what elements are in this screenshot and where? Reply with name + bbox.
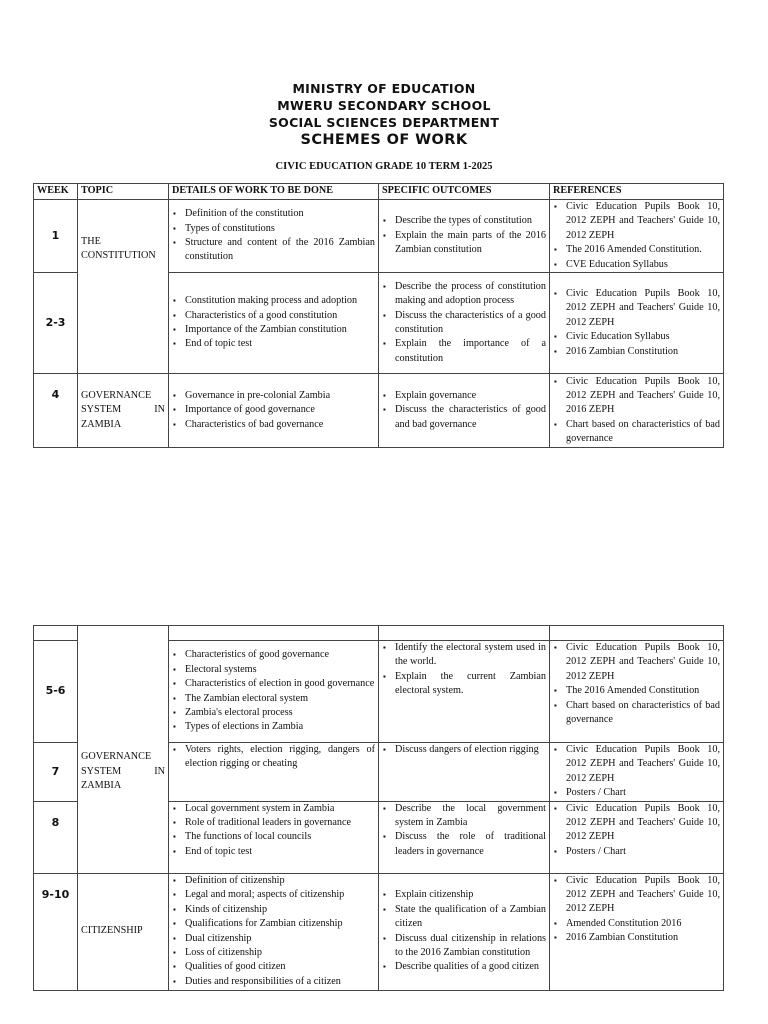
list-item: ▪ Explain the current Zambian electoral system. (382, 670, 546, 699)
list-item: ▪ Characteristics of bad governance (172, 418, 375, 432)
list-item: ▪ Discuss dual citizenship in relations to the 2016 Zambian constitution (382, 932, 546, 961)
list-item: ▪ Importance of good governance (172, 403, 375, 417)
list-item: ▪ Characteristics of a good constitution (172, 309, 375, 323)
col-header-outcomes: SPECIFIC OUTCOMES (379, 184, 550, 200)
list-item: ▪ Civic Education Pupils Book 10, 2012 ZEPH and Teachers' Guide 10, 2012 ZEPH (553, 641, 720, 684)
list-item: ▪ Explain governance (382, 389, 546, 403)
outcomes-cell (379, 801, 550, 873)
list-item: ▪ Role of traditional leaders in governance (172, 816, 375, 830)
list-item: ▪ Governance in pre-colonial Zambia (172, 389, 375, 403)
week-cell: 1 (34, 200, 78, 273)
references-cell (550, 641, 724, 743)
details-cell (169, 374, 379, 448)
list-item: ▪ Definition of citizenship (172, 874, 375, 888)
department-heading: SOCIAL SCIENCES DEPARTMENT (268, 115, 500, 130)
references-cell (550, 801, 724, 873)
topic-cell: GOVERNANCE SYSTEM IN ZAMBIA (78, 374, 169, 448)
ministry-heading: MINISTRY OF EDUCATION (292, 81, 476, 96)
list-item: ▪ Chart based on characteristics of bad governance (553, 418, 720, 447)
table-row (34, 273, 724, 374)
list-item: ▪ Legal and moral; aspects of citizenship (172, 888, 375, 902)
list-item: ▪ Characteristics of good governance (172, 648, 375, 662)
list-item: ▪ Describe the process of constitution making and adoption process (382, 280, 546, 309)
list-item: ▪ The Zambian electoral system (172, 692, 375, 706)
week-cell: 5-6 (34, 641, 78, 743)
outcomes-cell (379, 873, 550, 990)
col-header-details: DETAILS OF WORK TO BE DONE (169, 184, 379, 200)
list-item: ▪ Importance of the Zambian constitution (172, 323, 375, 337)
references-cell (550, 200, 724, 273)
list-item: ▪ Discuss the characteristics of a good constitution (382, 309, 546, 338)
list-item: ▪ Kinds of citizenship (172, 903, 375, 917)
week-cell: 4 (34, 374, 78, 448)
blank-row (34, 626, 724, 641)
topic-cell (78, 801, 169, 873)
list-item: ▪ Electoral systems (172, 663, 375, 677)
topic-cell: GOVERNANCE SYSTEM IN ZAMBIA (78, 743, 169, 802)
list-item: ▪ Civic Education Pupils Book 10, 2012 ZEPH and Teachers' Guide 10, 2012 ZEPH (553, 287, 720, 330)
references-cell (550, 873, 724, 990)
list-item: ▪ Civic Education Pupils Book 10, 2012 ZEPH and Teachers' Guide 10, 2012 ZEPH (553, 743, 720, 786)
list-item: ▪ Describe the local government system in Zambia (382, 802, 546, 831)
list-item: ▪ Discuss the characteristics of good and bad governance (382, 403, 546, 432)
list-item: ▪ Civic Education Pupils Book 10, 2012 ZEPH and Teachers' Guide 10, 2012 ZEPH (553, 200, 720, 243)
details-cell (169, 873, 379, 990)
table-row (34, 873, 724, 990)
list-item: ▪ Civic Education Pupils Book 10, 2012 ZEPH and Teachers' Guide 10, 2012 ZEPH (553, 802, 720, 845)
topic-cell (78, 273, 169, 374)
list-item: ▪ Explain citizenship (382, 888, 546, 902)
list-item: ▪ Constitution making process and adoption (172, 294, 375, 308)
list-item: ▪ Discuss the role of traditional leaders in governance (382, 830, 546, 859)
list-item: ▪ Qualities of good citizen (172, 960, 375, 974)
list-item: ▪ End of topic test (172, 337, 375, 351)
list-item: ▪ Explain the importance of a constitution (382, 337, 546, 366)
list-item: ▪ Civic Education Pupils Book 10, 2012 ZEPH and Teachers' Guide 10, 2016 ZEPH (553, 375, 720, 418)
list-item: ▪ Voters rights, election rigging, dangers of election rigging or cheating (172, 743, 375, 772)
list-item: ▪ Describe the types of constitution (382, 214, 546, 228)
list-item: ▪ 2016 Zambian Constitution (553, 931, 720, 945)
table-row (34, 641, 724, 743)
details-cell (169, 641, 379, 743)
list-item: ▪ State the qualification of a Zambian citizen (382, 903, 546, 932)
week-cell: 7 (34, 743, 78, 802)
outcomes-cell (379, 200, 550, 273)
table-row (34, 743, 724, 802)
list-item: ▪ Posters / Chart (553, 845, 720, 859)
list-item: ▪ Zambia's electoral process (172, 706, 375, 720)
col-header-topic: TOPIC (78, 184, 169, 200)
topic-cell: CITIZENSHIP (78, 873, 169, 990)
table-row (34, 801, 724, 873)
list-item: ▪ Civic Education Pupils Book 10, 2012 ZEPH and Teachers' Guide 10, 2012 ZEPH (553, 874, 720, 917)
school-heading: MWERU SECONDARY SCHOOL (277, 98, 491, 113)
references-cell (550, 374, 724, 448)
list-item: ▪ Loss of citizenship (172, 946, 375, 960)
details-cell (169, 801, 379, 873)
list-item: ▪ Types of elections in Zambia (172, 720, 375, 734)
list-item: ▪ Characteristics of election in good governance (172, 677, 375, 691)
list-item: ▪ Posters / Chart (553, 786, 720, 800)
outcomes-cell (379, 273, 550, 374)
week-cell: 9-10 (34, 873, 78, 990)
list-item: ▪ Types of constitutions (172, 222, 375, 236)
document-subtitle: CIVIC EDUCATION GRADE 10 TERM 1-2025 (275, 161, 493, 172)
list-item: ▪ Duties and responsibilities of a citizen (172, 975, 375, 989)
document-title: SCHEMES OF WORK (300, 132, 468, 148)
list-item: ▪ Dual citizenship (172, 932, 375, 946)
topic-cell: THE CONSTITUTION (78, 200, 169, 273)
list-item: ▪ Structure and content of the 2016 Zambian constitution (172, 236, 375, 265)
col-header-week: WEEK (34, 184, 78, 200)
list-item: ▪ Local government system in Zambia (172, 802, 375, 816)
list-item: ▪ Describe qualities of a good citizen (382, 960, 546, 974)
list-item: ▪ The 2016 Amended Constitution. (553, 243, 720, 257)
details-cell (169, 200, 379, 273)
list-item: ▪ 2016 Zambian Constitution (553, 345, 720, 359)
list-item: ▪ Explain the main parts of the 2016 Zambian constitution (382, 229, 546, 258)
table-row (34, 200, 724, 273)
details-cell (169, 273, 379, 374)
week-cell: 2-3 (34, 273, 78, 374)
list-item: ▪ The 2016 Amended Constitution (553, 684, 720, 698)
details-cell (169, 743, 379, 802)
scheme-table-page-1 (33, 183, 724, 448)
table-row (34, 374, 724, 448)
table-header-row (34, 184, 724, 200)
outcomes-cell (379, 743, 550, 802)
list-item: ▪ Amended Constitution 2016 (553, 917, 720, 931)
list-item: ▪ The functions of local councils (172, 830, 375, 844)
outcomes-cell (379, 374, 550, 448)
references-cell (550, 743, 724, 802)
col-header-references: REFERENCES (550, 184, 724, 200)
week-cell: 8 (34, 801, 78, 873)
topic-cell (78, 641, 169, 743)
list-item: ▪ CVE Education Syllabus (553, 258, 720, 272)
scheme-table-page-2 (33, 625, 724, 991)
references-cell (550, 273, 724, 374)
list-item: ▪ End of topic test (172, 845, 375, 859)
list-item: ▪ Identify the electoral system used in the world. (382, 641, 546, 670)
list-item: ▪ Civic Education Syllabus (553, 330, 720, 344)
list-item: ▪ Chart based on characteristics of bad governance (553, 699, 720, 728)
list-item: ▪ Discuss dangers of election rigging (382, 743, 546, 757)
outcomes-cell (379, 641, 550, 743)
list-item: ▪ Definition of the constitution (172, 207, 375, 221)
list-item: ▪ Qualifications for Zambian citizenship (172, 917, 375, 931)
